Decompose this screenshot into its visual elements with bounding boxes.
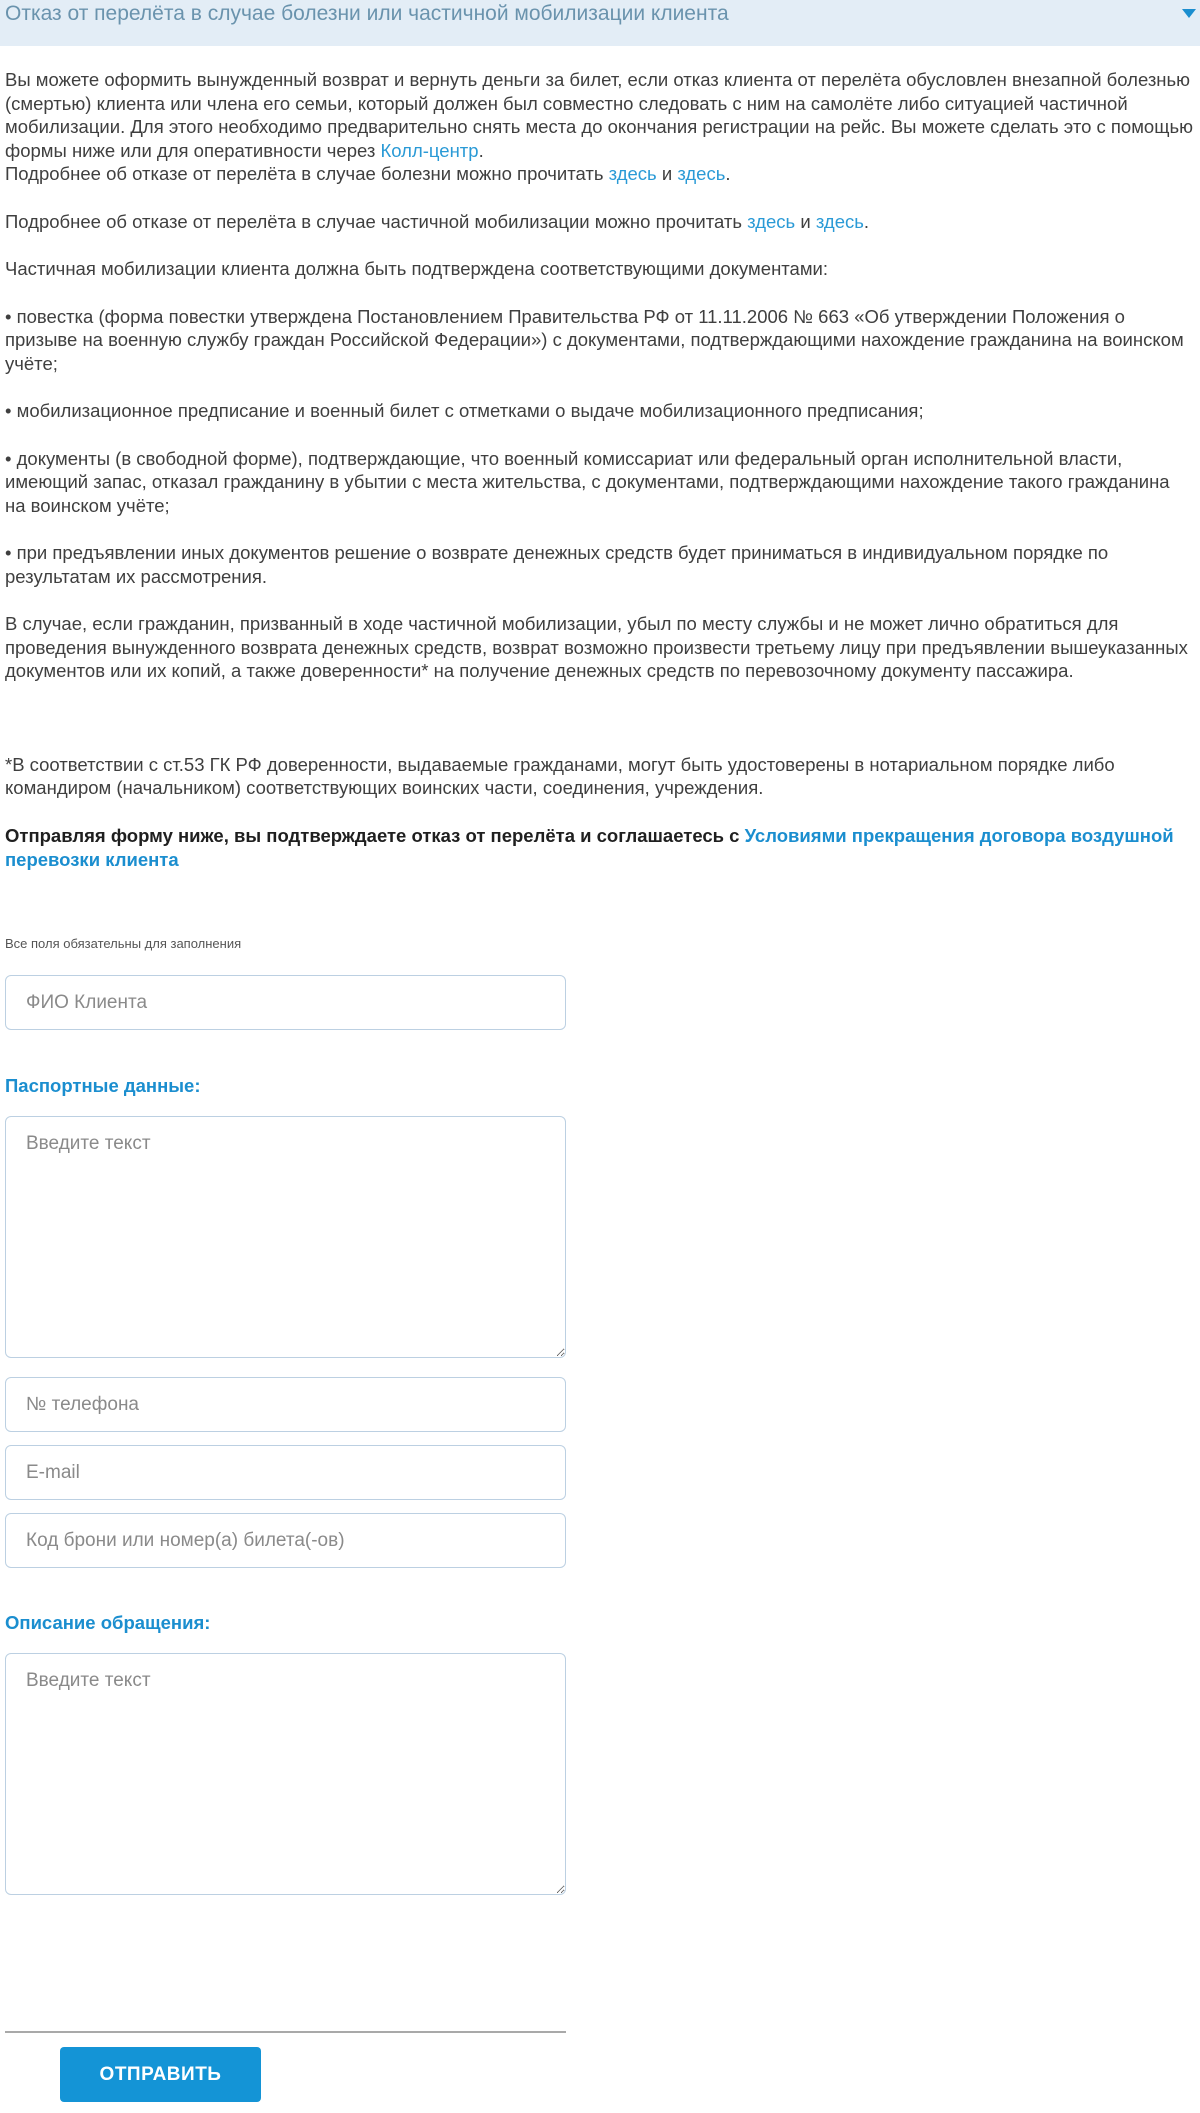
- booking-code-input[interactable]: [5, 1513, 566, 1568]
- phone-input[interactable]: [5, 1377, 566, 1432]
- illness-link-2[interactable]: здесь: [677, 163, 726, 184]
- passport-label: Паспортные данные:: [5, 1075, 201, 1096]
- mobilization-link-2[interactable]: здесь: [815, 210, 864, 232]
- accordion-title: Отказ от перелёта в случае болезни или частичной мобилизации клиента: [5, 2, 729, 25]
- third-party-paragraph: В случае, если гражданин, призванный в ходе частичной мобилизации, убыл по месту службы и не может лично обратиться для проведения вынужденного возврата денежных средств, возврат возможно произвести третьему лицу при предъявлении вышеуказанных документов или их копий, а также доверенности* на получение денежных средств по перевозочному документу пассажира.: [5, 613, 1188, 681]
- article-content: [5, 68, 1195, 872]
- client-name-input[interactable]: [5, 975, 566, 1030]
- mobilization-paragraph: Подробнее об отказе от перелёта в случае частичной мобилизации можно прочитать здесь и здесь.: [5, 210, 870, 232]
- call-center-link[interactable]: Колл-центр: [380, 139, 479, 161]
- mobilization-link-1[interactable]: здесь: [747, 210, 796, 232]
- accordion-header[interactable]: [0, 0, 1200, 46]
- termination-conditions-link[interactable]: Условиями прекращения договора воздушной перевозки клиента: [5, 824, 1174, 870]
- illness-link-1[interactable]: здесь: [608, 163, 657, 184]
- documents-lead: Частичная мобилизации клиента должна быть подтверждена соответствующими документами:: [5, 258, 829, 279]
- form-divider: [5, 2031, 566, 2033]
- chevron-down-icon[interactable]: [1182, 9, 1196, 18]
- documents-item-other: • при предъявлении иных документов решение о возврате денежных средств будет приниматься в индивидуальном порядке по результатам их рассмотрения.: [5, 542, 1109, 587]
- documents-item-summons: • повестка (форма повестки утверждена Постановлением Правительства РФ от 11.11.2006 № 663 «Об утверждении Положения о призыве на военную службу граждан Российской Федерации») с документами, подтверждающими нахождение гражданина на воинском учёте;: [5, 305, 1184, 374]
- footnote: *В соответствии с ст.53 ГК РФ доверенности, выдаваемые гражданами, могут быть удостоверены в нотариальном порядке либо командиром (начальником) соответствующих воинских части, соединения, учреждения.: [5, 753, 1115, 798]
- description-label: Описание обращения:: [5, 1612, 211, 1633]
- email-input[interactable]: [5, 1445, 566, 1500]
- intro-paragraph: Вы можете оформить вынужденный возврат и вернуть деньги за билет, если отказ клиента от перелёта обусловлен внезапной болезнью (смертью) клиента или члена его семьи, который должен был совместно следовать с ним на самолёте либо ситуацией частичной мобилизации. Для этого необходимо предварительно снять места до окончания регистрации на рейс. Вы можете сделать это с помощью формы ниже или для оперативности через Колл-центр. Подробнее об отказе от перелёта в случае болезни можно прочитать здесь и здесь.: [5, 69, 1193, 184]
- description-textarea[interactable]: [5, 1653, 566, 1895]
- passport-textarea[interactable]: [5, 1116, 566, 1358]
- documents-item-order: • мобилизационное предписание и военный билет с отметками о выдаче мобилизационного предписания;: [5, 400, 924, 421]
- consent-text: Отправляя форму ниже, вы подтверждаете отказ от перелёта и соглашаетесь с Условиями прекращения договора воздушной перевозки клиента: [5, 824, 1174, 870]
- documents-item-free-form: • документы (в свободной форме), подтверждающие, что военный комиссариат или федеральный орган исполнительной власти, имеющий запас, отказал гражданину в убытии с места жительства, с документами, подтверждающими нахождение такого гражданина на воинском учёте;: [5, 447, 1170, 516]
- submit-button[interactable]: ОТПРАВИТЬ: [60, 2047, 261, 2102]
- required-fields-note: Все поля обязательны для заполнения: [5, 936, 242, 951]
